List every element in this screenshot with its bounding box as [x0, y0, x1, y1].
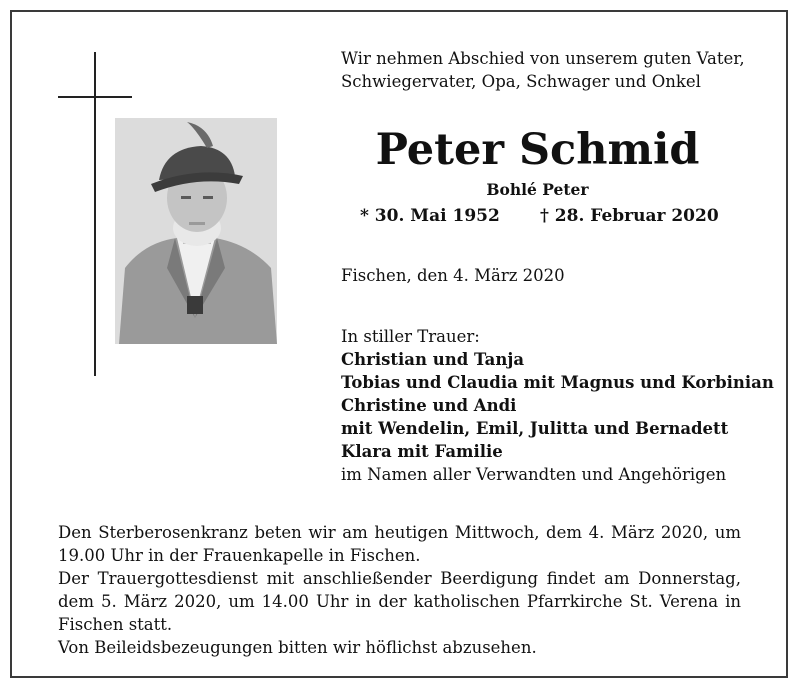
mourner-entry: Christian und Tanja — [341, 350, 525, 369]
mourners-list — [341, 325, 774, 486]
cross-icon-bar — [58, 96, 132, 98]
intro-line: Schwiegervater, Opa, Schwager und Onkel — [341, 72, 701, 91]
intro-text — [341, 47, 745, 93]
portrait-photo — [115, 118, 277, 344]
place-date: Fischen, den 4. März 2020 — [341, 266, 565, 285]
mourners-closing: im Namen aller Verwandten und Angehörigen — [341, 465, 727, 484]
deceased-nickname: Bohlé Peter — [486, 180, 589, 199]
intro-line: Wir nehmen Abschied von unserem guten Vater, — [341, 49, 745, 68]
mourner-entry: mit Wendelin, Emil, Julitta und Bernadett — [341, 419, 729, 438]
funeral-notice: Der Trauergottesdienst mit anschließender Beerdigung findet am Donnerstag, dem 5. März 2020, um 14.00 Uhr in der katholischen Pfarrkirche St. Verena in Fischen statt. — [58, 569, 741, 634]
notices-block — [58, 521, 741, 659]
cross-icon — [94, 52, 96, 376]
mourner-entry: Klara mit Familie — [341, 442, 503, 461]
birth-date: * 30. Mai 1952 — [360, 206, 500, 226]
death-date: † 28. Februar 2020 — [540, 206, 719, 226]
condolence-notice: Von Beileidsbezeugungen bitten wir höflichst abzusehen. — [58, 638, 537, 657]
mourners-heading: In stiller Trauer: — [341, 327, 480, 346]
deceased-name: Peter Schmid — [375, 125, 700, 175]
mourner-entry: Christine und Andi — [341, 396, 517, 415]
mourner-entry: Tobias und Claudia mit Magnus und Korbinian — [341, 373, 774, 392]
rosary-notice: Den Sterberosenkranz beten wir am heutigen Mittwoch, dem 4. März 2020, um 19.00 Uhr in der Frauenkapelle in Fischen. — [58, 523, 741, 565]
